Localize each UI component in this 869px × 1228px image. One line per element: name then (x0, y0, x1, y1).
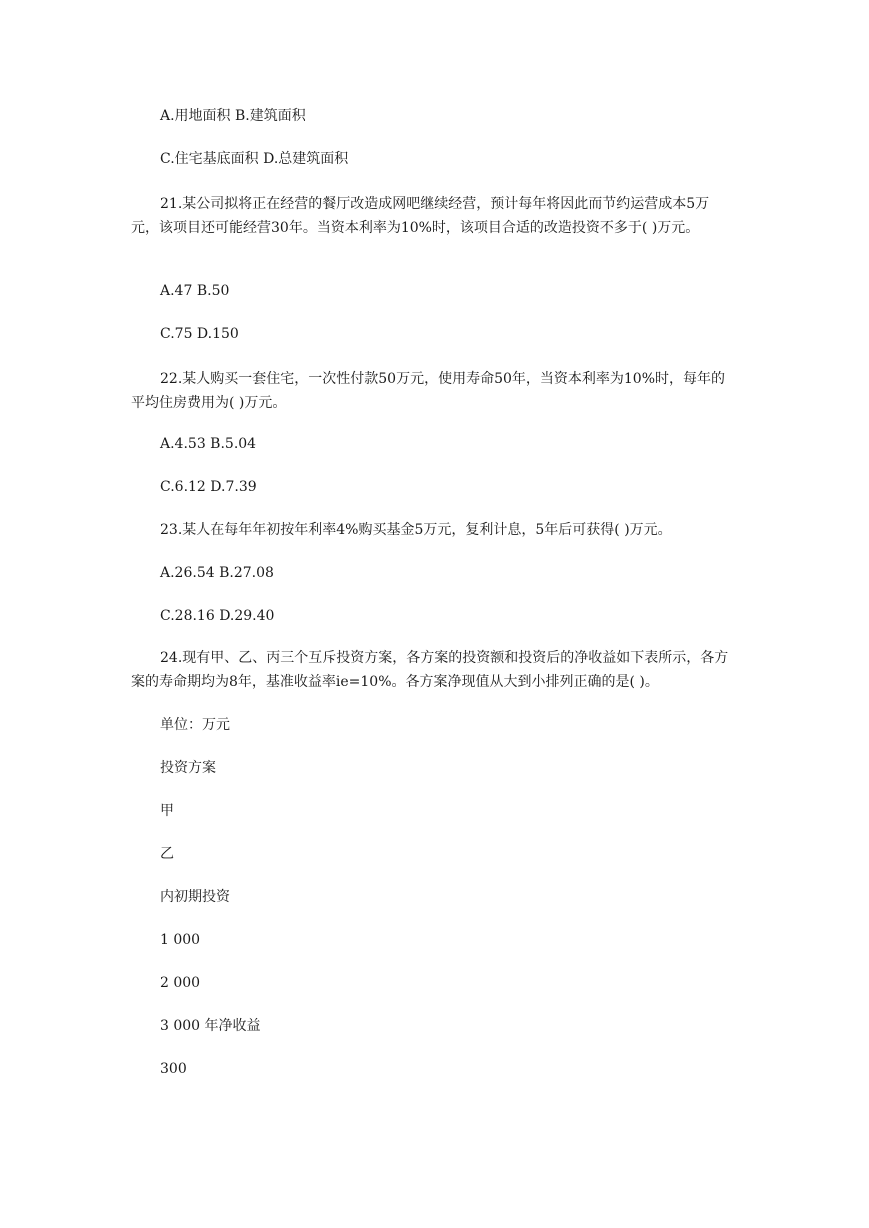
table-val-4: 300 (160, 1061, 187, 1077)
q22-options-ab: A.4.53 B.5.04 (160, 436, 257, 452)
table-row-initial: 内初期投资 (160, 889, 230, 905)
table-header-plan: 投资方案 (160, 760, 216, 776)
q21-options-cd: C.75 D.150 (160, 326, 239, 342)
table-val-3: 3 000 年净收益 (160, 1018, 261, 1034)
q24-stem: 24.现有甲、乙、丙三个互斥投资方案，各方案的投资额和投资后的净收益如下表所示，各方案的寿命期均为8年，基准收益率ie=10%。各方案净现值从大到小排列正确的是( )。 (131, 650, 729, 690)
table-val-1: 1 000 (160, 932, 201, 948)
unit-label: 单位：万元 (160, 717, 230, 733)
q22-options-cd: C.6.12 D.7.39 (160, 479, 257, 495)
q21-options-ab: A.47 B.50 (160, 283, 230, 299)
q23-stem: 23.某人在每年年初按年利率4%购买基金5万元，复利计息，5年后可获得( )万元。 (160, 522, 672, 538)
q22-stem: 22.某人购买一套住宅，一次性付款50万元，使用寿命50年，当资本利率为10%时，每年的平均住房费用为( )万元。 (131, 371, 726, 411)
q20-options-ab: A.用地面积 B.建筑面积 (160, 108, 306, 124)
q23-options-cd: C.28.16 D.29.40 (160, 608, 275, 624)
q21-stem: 21.某公司拟将正在经营的餐厅改造成网吧继续经营，预计每年将因此而节约运营成本5万元，该项目还可能经营30年。当资本利率为10%时，该项目合适的改造投资不多于( )万元。 (131, 196, 710, 236)
table-plan-a: 甲 (160, 803, 174, 819)
table-plan-b: 乙 (160, 846, 174, 862)
table-val-2: 2 000 (160, 975, 201, 991)
q20-options-cd: C.住宅基底面积 D.总建筑面积 (160, 151, 349, 167)
q23-options-ab: A.26.54 B.27.08 (160, 565, 274, 581)
